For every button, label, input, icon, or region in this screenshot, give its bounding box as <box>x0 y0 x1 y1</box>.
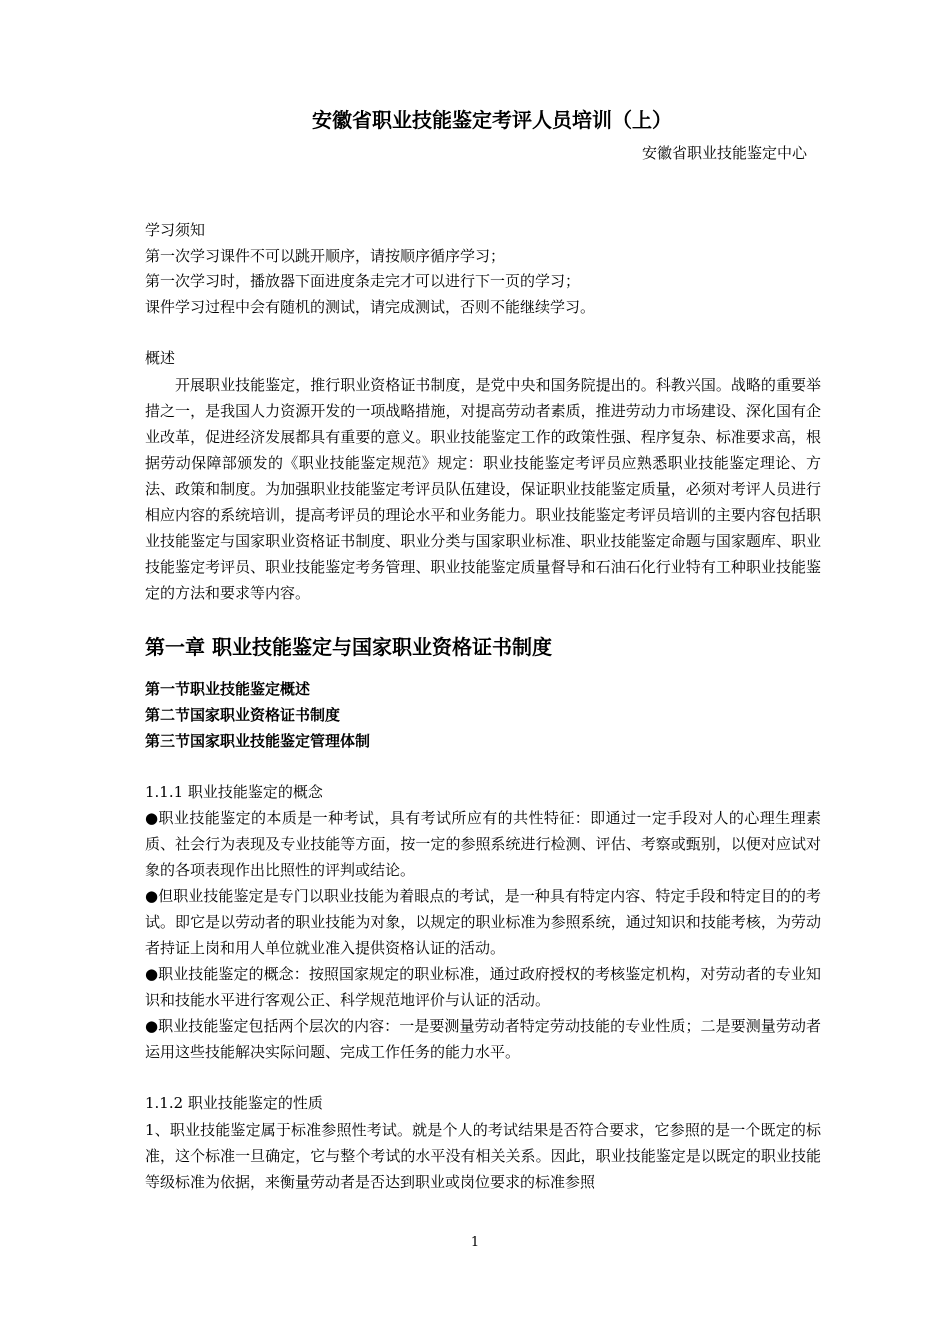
overview-heading: 概述 <box>145 349 176 367</box>
section-heading: 1.1.1 职业技能鉴定的概念 <box>145 782 323 801</box>
page-number: 1 <box>470 1235 480 1250</box>
notice-line: 第一次学习时，播放器下面进度条走完才可以进行下一页的学习； <box>145 272 581 290</box>
spacer <box>145 166 821 218</box>
document-author: 安徽省职业技能鉴定中心 <box>641 144 807 162</box>
notice-line: 第一次学习课件不可以跳开顺序，请按顺序循序学习； <box>145 246 506 265</box>
section-1-1-1 <box>145 780 821 1066</box>
overview-paragraph: 开展职业技能鉴定，推行职业资格证书制度，是党中央和国务院提出的。科教兴国。战略的重要举措之一，是我国人力资源开发的一项战略措施，对提高劳动者素质，推进劳动力市场建设、深化国有企业改革，促进经济发展都具有重要的意义。职业技能鉴定工作的政策性强、程序复杂、标准要求高，根据劳动保障部颁发的《职业技能鉴定规范》规定：职业技能鉴定考评员应熟悉职业技能鉴定理论、方法、政策和制度。为加强职业技能鉴定考评员队伍建设，保证职业技能鉴定质量，必须对考评人员进行相应内容的系统培训，提高考评员的理论水平和业务能力。职业技能鉴定考评员培训的主要内容包括职业技能鉴定与国家职业资格证书制度、职业分类与国家职业标准、职业技能鉴定命题与国家题库、职业技能鉴定考评员、职业技能鉴定考务管理、职业技能鉴定质量督导和石油石化行业特有工种职业技能鉴定的方法和要求等内容。 <box>145 375 821 602</box>
spacer <box>145 320 821 346</box>
notice-line: 课件学习过程中会有随机的测试，请完成测试，否则不能继续学习。 <box>145 297 596 316</box>
section-1-1-2 <box>145 1091 821 1195</box>
chapter-title: 第一章 职业技能鉴定与国家职业资格证书制度 <box>145 634 552 659</box>
chapter-section-item: 第二节国家职业资格证书制度 <box>145 705 341 724</box>
overview-section <box>145 346 821 606</box>
spacer <box>145 606 821 632</box>
chapter-section-item: 第三节国家职业技能鉴定管理体制 <box>145 731 371 750</box>
bullet-paragraph: ●职业技能鉴定的本质是一种考试，具有考试所应有的共性特征：即通过一定手段对人的心理生理素质、社会行为表现及专业技能等方面，按一定的参照系统进行检测、评估、考察或甄别，以便对应试对象的各项表现作出比照性的评判或结论。 <box>145 809 821 879</box>
notice-heading: 学习须知 <box>145 221 206 239</box>
page-content <box>145 104 821 1195</box>
notice-section <box>145 218 821 320</box>
chapter-one <box>145 632 821 754</box>
bullet-paragraph: ●但职业技能鉴定是专门以职业技能为着眼点的考试，是一种具有特定内容、特定手段和特定目的的考试。即它是以劳动者的职业技能为对象，以规定的职业标准为参照系统，通过知识和技能考核，为劳动者持证上岗和用人单位就业准入提供资格认证的活动。 <box>145 887 821 957</box>
document-title: 安徽省职业技能鉴定考评人员培训（上） <box>312 108 672 132</box>
spacer <box>145 1065 821 1091</box>
bullet-paragraph: ●职业技能鉴定包括两个层次的内容：一是要测量劳动者特定劳动技能的专业性质；二是要测量劳动者运用这些技能解决实际问题、完成工作任务的能力水平。 <box>145 1017 821 1061</box>
chapter-section-item: 第一节职业技能鉴定概述 <box>145 679 311 698</box>
spacer <box>145 754 821 780</box>
section-heading: 1.1.2 职业技能鉴定的性质 <box>145 1094 323 1112</box>
section-paragraph: 1、职业技能鉴定属于标准参照性考试。就是个人的考试结果是否符合要求，它参照的是一个既定的标准，这个标准一旦确定，它与整个考试的水平没有相关关系。因此，职业技能鉴定是以既定的职业技能等级标准为依据，来衡量劳动者是否达到职业或岗位要求的标准参照 <box>145 1120 821 1191</box>
bullet-paragraph: ●职业技能鉴定的概念：按照国家规定的职业标准，通过政府授权的考核鉴定机构，对劳动者的专业知识和技能水平进行客观公正、科学规范地评价与认证的活动。 <box>145 965 821 1009</box>
spacer <box>145 662 821 676</box>
